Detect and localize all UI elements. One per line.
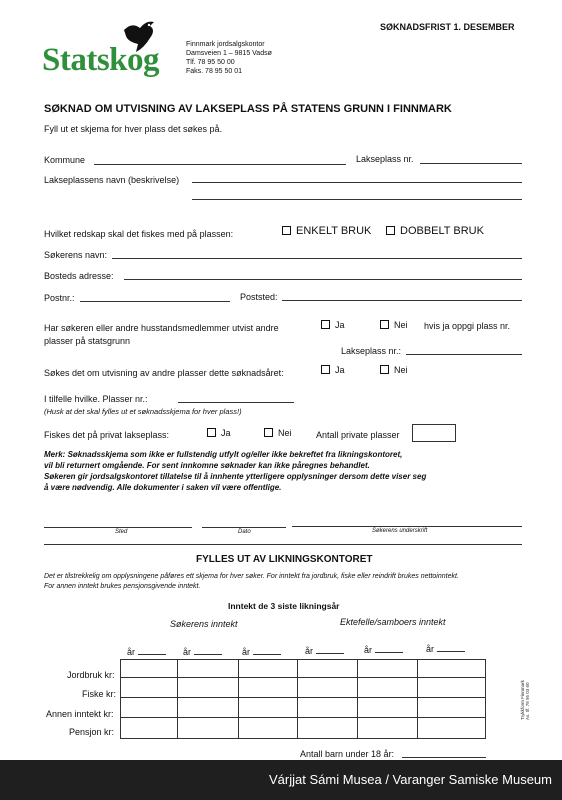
underskrift-label: Søkerens underskrift xyxy=(372,528,428,534)
q1-text: Har søkeren eller andre husstandsmedlemmer utvist andre plasser på statsgrunn xyxy=(44,323,279,346)
section-divider xyxy=(44,544,522,545)
q2-ja-option[interactable]: Ja xyxy=(321,365,345,375)
form-title: SØKNAD OM UTVISNING AV LAKSEPLASS PÅ STATENS GRUNN I FINNMARK xyxy=(44,103,452,115)
year-3-ektefelle[interactable]: år xyxy=(426,644,465,654)
dobbelt-bruk-option[interactable]: DOBBELT BRUK xyxy=(386,225,484,237)
q1-lakseplass-label: Lakseplass nr.: xyxy=(341,346,402,356)
year-1-ektefelle[interactable]: år xyxy=(305,646,344,656)
bosteds-adresse-label: Bosteds adresse: xyxy=(44,271,114,281)
q1-note: hvis ja oppgi plass nr. xyxy=(424,321,511,331)
year-2-soker[interactable]: år xyxy=(183,647,222,657)
footer-text: Várjjat Sámi Musea / Varanger Samiske Museum xyxy=(269,772,552,787)
office-phone: Tlf. 78 95 50 00 xyxy=(186,59,235,66)
instruction: Fyll ut et skjema for hver plass det søkes på. xyxy=(44,124,223,134)
sted-field[interactable] xyxy=(44,527,192,528)
q2-nei-option[interactable]: Nei xyxy=(380,365,408,375)
enkelt-bruk-option[interactable]: ENKELT BRUK xyxy=(282,225,371,237)
office-fax: Faks. 78 95 50 01 xyxy=(186,68,243,75)
dato-field[interactable] xyxy=(202,527,286,528)
sted-label: Sted xyxy=(115,529,128,535)
office-address: Damsveien 1 – 9815 Vadsø xyxy=(186,50,272,57)
row-pensjon: Pensjon kr: xyxy=(69,727,115,737)
year-2-ektefelle[interactable]: år xyxy=(364,645,403,655)
antall-private-label: Antall private plasser xyxy=(316,430,400,440)
q4-ja-checkbox[interactable] xyxy=(207,428,216,437)
note: Merk: Søknadsskjema som ikke er fullstendig utfylt og/eller ikke bekreftet fra likningskontoret, vil bli returnert omgående. For sent innkomne søknader kan ikke påregnes behandlet. Søkeren gir jordsalgskontoret tillatelse til å innhente ytterligere opplysninger dersom dette viser seg å være nødvendig. Alle dokumenter i saken vil være offentlige. xyxy=(44,450,427,492)
q1-ja-checkbox[interactable] xyxy=(321,320,330,329)
q3-note: (Husk at det skal fylles ut et søknadsskjema for hver plass!) xyxy=(44,407,242,416)
q3-text: I tilfelle hvilke. Plasser nr.: xyxy=(44,394,148,404)
lakseplass-navn-field-2[interactable] xyxy=(192,199,522,200)
q4-text: Fiskes det på privat lakseplass: xyxy=(44,430,170,440)
q4-nei-checkbox[interactable] xyxy=(264,428,273,437)
row-jordbruk: Jordbruk kr: xyxy=(67,670,115,680)
section2-text: Det er tilstrekkelig om opplysningene påføres ett skjema for hver søker. For inntekt fra jordbruk, fiske eller reindrift brukes nettoinntekt. For annen inntekt brukes pensjonsgivende inntekt. xyxy=(44,573,459,590)
antall-barn-label: Antall barn under 18 år: xyxy=(300,749,395,759)
dato-label: Dato xyxy=(238,529,251,535)
poststed-label: Poststed: xyxy=(240,292,278,302)
office-name: Finnmark jordsalgskontor xyxy=(186,41,265,48)
museum-footer xyxy=(0,760,562,800)
dobbelt-bruk-checkbox[interactable] xyxy=(386,226,395,235)
col-ektefelle: Ektefelle/samboers inntekt xyxy=(340,617,446,627)
row-fiske: Fiske kr: xyxy=(82,689,117,699)
q1-lakseplass-field[interactable] xyxy=(406,354,522,355)
kommune-label: Kommune xyxy=(44,155,86,165)
q2-nei-checkbox[interactable] xyxy=(380,365,389,374)
row-annen-inntekt: Annen inntekt kr: xyxy=(46,709,114,719)
deadline: SØKNADSFRIST 1. DESEMBER xyxy=(380,22,515,32)
q4-nei-option[interactable]: Nei xyxy=(264,428,292,438)
poststed-field[interactable] xyxy=(282,300,522,301)
antall-barn-field[interactable] xyxy=(402,757,486,758)
enkelt-bruk-checkbox[interactable] xyxy=(282,226,291,235)
lakseplass-navn-field[interactable] xyxy=(192,182,522,183)
print-credit: Trykkform Finnmark As. tlf. 78 95 03 60 xyxy=(520,680,530,720)
q1-ja-option[interactable]: Ja xyxy=(321,320,345,330)
income-table xyxy=(120,659,486,739)
q2-ja-checkbox[interactable] xyxy=(321,365,330,374)
lakseplass-nr-field[interactable] xyxy=(420,163,522,164)
q3-field[interactable] xyxy=(178,402,294,403)
redskap-question: Hvilket redskap skal det fiskes med på plassen: xyxy=(44,229,234,239)
q1-nei-checkbox[interactable] xyxy=(380,320,389,329)
section2-title: FYLLES UT AV LIKNINGSKONTORET xyxy=(196,554,373,565)
kommune-field[interactable] xyxy=(94,164,346,165)
q4-ja-option[interactable]: Ja xyxy=(207,428,231,438)
q1-nei-option[interactable]: Nei xyxy=(380,320,408,330)
lakseplass-nr-label: Lakseplass nr. xyxy=(356,154,414,164)
q2-text: Søkes det om utvisning av andre plasser dette søknadsåret: xyxy=(44,368,284,378)
postnr-field[interactable] xyxy=(80,301,230,302)
col-soker: Søkerens inntekt xyxy=(170,619,238,629)
antall-private-field[interactable] xyxy=(412,424,456,442)
sokerens-navn-field[interactable] xyxy=(112,258,522,259)
lakseplass-navn-label: Lakseplassens navn (beskrivelse) xyxy=(44,175,180,185)
underskrift-field[interactable] xyxy=(292,526,522,527)
office-info xyxy=(186,40,272,76)
sokerens-navn-label: Søkerens navn: xyxy=(44,250,108,260)
year-3-soker[interactable]: år xyxy=(242,647,281,657)
year-1-soker[interactable]: år xyxy=(127,647,166,657)
postnr-label: Postnr.: xyxy=(44,293,75,303)
statskog-logo: Statskog xyxy=(42,42,160,78)
income-title: Inntekt de 3 siste likningsår xyxy=(228,601,340,611)
bosteds-adresse-field[interactable] xyxy=(124,279,522,280)
